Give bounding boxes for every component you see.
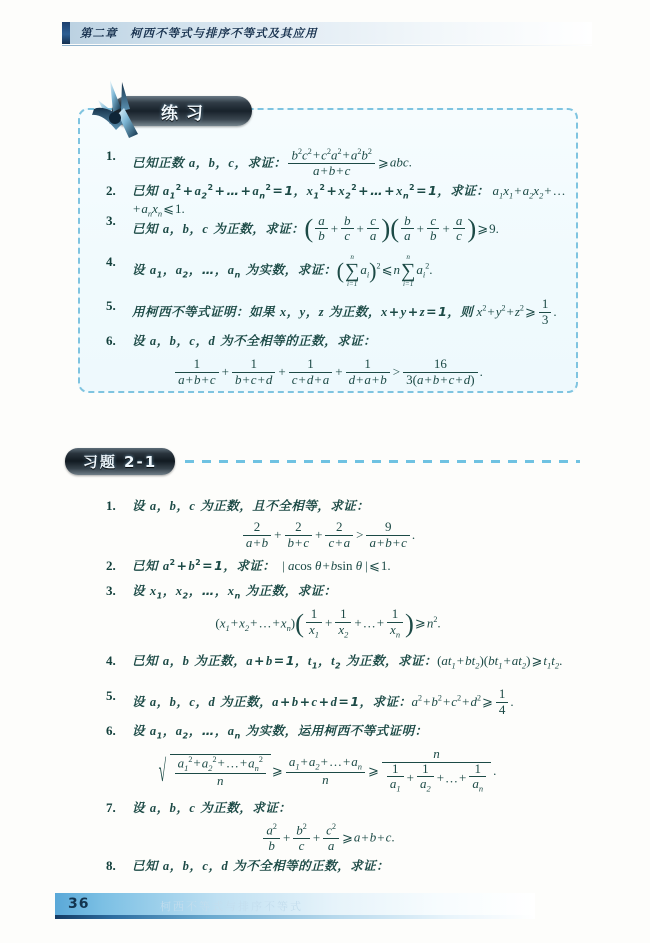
homework-badge-label: 习题 2-1 bbox=[82, 453, 158, 471]
homework-problem-2-stem: 已知 $a^2+b^2=1$，求证： bbox=[132, 558, 270, 574]
homework-problem-1 bbox=[106, 498, 562, 515]
practice-problem-6-stem: 设 a，b，c，d 为不全相等的正数，求证： bbox=[132, 333, 377, 348]
homework-problem-5 bbox=[106, 686, 577, 718]
practice-problem-2-number: 2. bbox=[106, 183, 116, 198]
practice-problem-3-number: 3. bbox=[106, 213, 116, 228]
page-number: 36 bbox=[68, 896, 90, 912]
practice-problem-1-number: 1. bbox=[106, 148, 116, 163]
homework-problem-5-formula: $a^2+b^2+c^2+d^2⩾$ $\frac{1}{4}$ . bbox=[411, 686, 514, 717]
practice-problem-3 bbox=[106, 212, 562, 246]
homework-problem-2-number: 2. bbox=[106, 558, 116, 573]
practice-problem-6-formula: $\frac{1}{a+b+c}$ + $\frac{1}{b+c+d}$ + $\frac{1}{c+d+a}$ + $\frac{1}{d+a+b}$ > $\frac{16}{3(a+b+c+d)}$ . bbox=[78, 358, 578, 388]
practice-problem-5-formula: $x^2+y^2+z^2⩾$ $\frac{1}{3}$ . bbox=[476, 296, 557, 327]
homework-problem-1-formula: $\frac{2}{a+b}$ + $\frac{2}{b+c}$ + $\frac{2}{c+a}$ > $\frac{9}{a+b+c}$ . bbox=[78, 521, 578, 551]
practice-problem-5 bbox=[106, 296, 572, 328]
homework-problem-2 bbox=[106, 558, 562, 575]
practice-problem-4-stem: 设 $a_1$，$a_2$，…，$a_n$ 为实数，求证： bbox=[132, 262, 337, 280]
footer-watermark: 柯西不等式与排序不等式 bbox=[160, 900, 303, 913]
homework-badge bbox=[65, 448, 175, 475]
homework-problem-7 bbox=[106, 800, 562, 817]
homework-problem-6-formula: √ $\frac{a_1^2+a_2^2+\dots+a_n^2}{n}$ ⩾ $\frac{a_1+a_2+\dots+a_n}{n}$ ⩾ n $\frac{1}{a_1}$ + $\frac{1}{a_2}$ +…+ $\frac{1}{a_n}$ . bbox=[78, 748, 578, 796]
homework-problem-3 bbox=[106, 583, 562, 601]
homework-problem-3-number: 3. bbox=[106, 583, 116, 598]
homework-problem-4-number: 4. bbox=[106, 653, 116, 668]
brush-pen-icon bbox=[80, 78, 160, 146]
footer-underline bbox=[55, 915, 535, 919]
homework-problem-5-stem: 设 a，b，c，d 为正数，a+b+c+d=1，求证： bbox=[132, 694, 412, 710]
practice-problem-3-formula: ( $\frac{a}{b}$ + $\frac{b}{c}$ + $\frac{c}{a}$ )( $\frac{b}{a}$ + $\frac{c}{b}$ + $\frac{a}{c}$ )⩾9. bbox=[304, 212, 499, 244]
homework-dashed-rule bbox=[185, 460, 580, 463]
practice-problem-6-number: 6. bbox=[106, 333, 116, 348]
homework-problem-8-stem: 已知 a，b，c，d 为不全相等的正数，求证： bbox=[132, 858, 390, 873]
homework-problem-5-number: 5. bbox=[106, 688, 116, 703]
practice-problem-1: 1. 已知正数 a，b，c，求证： $\frac{b^2c^2+c^2a^2+a^2b^2}{a+b+c}$ ⩾abc. bbox=[106, 147, 412, 178]
homework-problem-4 bbox=[106, 653, 577, 671]
homework-problem-8 bbox=[106, 858, 562, 875]
homework-problem-1-stem: 设 a，b，c 为正数，且不全相等，求证： bbox=[132, 498, 370, 513]
chapter-title: 第二章 柯西不等式与排序不等式及其应用 bbox=[80, 26, 318, 40]
homework-problem-3-stem: 设 $x_1$，$x_2$，…，$x_n$ 为正数，求证： bbox=[132, 583, 337, 601]
practice-problem-2-stem: 已知 $a_1^2+a_2^2+\dots+a_n^2=1$，$x_1^2+x_2^2+\dots+x_n^2=1$，求证： bbox=[132, 183, 490, 201]
practice-problem-1-fraction: $\frac{b^2c^2+c^2a^2+a^2b^2}{a+b+c}$ bbox=[288, 147, 374, 178]
homework-problem-7-stem: 设 a，b，c 为正数，求证： bbox=[132, 800, 292, 815]
homework-problem-4-formula: $(at_1+bt_2)(bt_1+at_2)⩾t_1t_2$. bbox=[437, 653, 563, 671]
homework-problem-6 bbox=[106, 723, 577, 741]
practice-problem-5-number: 5. bbox=[106, 298, 116, 313]
practice-badge-label: 练习 bbox=[161, 103, 211, 124]
running-header bbox=[62, 22, 592, 44]
homework-problem-2-formula: | acos θ+bsin θ |⩽1. bbox=[269, 558, 391, 574]
practice-problem-4-formula: ( n ∑ i=1 $a_i)^2⩽n$ n ∑ i=1 $a_i^2$. bbox=[336, 253, 433, 289]
practice-problem-4-number: 4. bbox=[106, 254, 116, 269]
practice-problem-6 bbox=[106, 333, 572, 350]
homework-problem-6-stem: 设 $a_1$，$a_2$，…，$a_n$ 为实数，运用柯西不等式证明： bbox=[132, 723, 428, 741]
practice-problem-2-formula: $a_1x_1+a_2x_2+\dots+a_nx_n⩽1$. bbox=[133, 183, 566, 219]
homework-problem-3-formula: $(x_1+x_2+\dots+x_n)$( $\frac{1}{x_1}$ + $\frac{1}{x_2}$ +…+ $\frac{1}{x_n}$ )$⩾n^2$. bbox=[215, 606, 441, 640]
practice-problem-4 bbox=[106, 253, 562, 289]
homework-problem-4-stem: 已知 a，b 为正数，a+b=1，$t_1$，$t_2$ 为正数，求证： bbox=[132, 653, 438, 671]
header-tab-marker bbox=[62, 22, 70, 44]
practice-problem-3-stem: 已知 a，b，c 为正数，求证： bbox=[132, 220, 305, 236]
homework-problem-7-number: 7. bbox=[106, 800, 116, 815]
practice-problem-5-stem: 用柯西不等式证明：如果 x，y，z 为正数，x+y+z=1，则 bbox=[132, 304, 474, 320]
practice-problem-1-stem: 已知正数 a，b，c，求证： bbox=[132, 154, 287, 170]
homework-problem-6-number: 6. bbox=[106, 723, 116, 738]
homework-problem-8-number: 8. bbox=[106, 858, 116, 873]
header-divider bbox=[62, 45, 592, 46]
homework-problem-1-number: 1. bbox=[106, 498, 116, 513]
homework-problem-7-formula: $\frac{a^2}{b}$ + $\frac{b^2}{c}$ + $\frac{c^2}{a}$ ⩾a+b+c. bbox=[78, 823, 578, 854]
